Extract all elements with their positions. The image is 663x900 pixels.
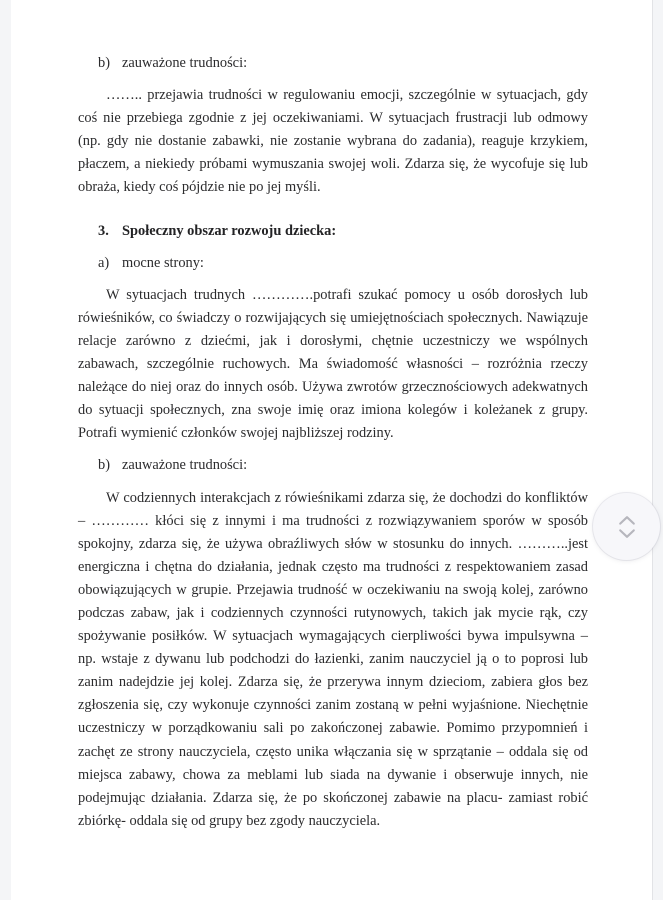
paragraph-social-difficulties: W codziennych interakcjach z rówieśnikami zdarza się, że dochodzi do konfliktów – ………… kłóci się z innymi i ma trudności z rozwiązywaniem sporów w sposób spokojny, zdarza się, że używa obraźliwych słów w stosunku do innych. ………..jest energiczna i chętna do działania, jednak często ma trudności z respektowaniem zasad obowiązujących w grupie. Przejawia trudność w oczekiwaniu na swoją kolej, zarówno podczas zabaw, jak i codziennych czynności rutynowych, takich jak mycie rąk, czy spożywanie posiłków. W sytuacjach wymagających cierpliwości bywa impulsywna – np. wstaje z dywanu lub podchodzi do łazienki, zanim nauczyciel ją o to poprosi lub zanim nadejdzie jej kolej. Zdarza się, że przerywa innym dzieciom, zabiera głos bez zgłoszenia się, czy wykonuje czynności zanim zostaną w pełni wyjaśnione. Niechętnie uczestniczy w porządkowaniu sali po zakończonej zabawie. Pomimo przypomnień i zachęt ze strony nauczyciela, często unika włączania się w sprzątanie – oddala się od miejsca zabawy, chowa za meblami lub siada na dywanie i obserwuje innych, nie podejmując działania. Zdarza się, że po skończonej zabawie na placu- zamiast robić zbiórkę- oddala się od grupy bez zgody nauczyciela.: [78, 489, 588, 829]
list-item-label: zauważone trudności:: [122, 457, 248, 474]
list-item-b-difficulties-1: [78, 52, 588, 75]
spacer: [78, 75, 588, 84]
list-item-b-difficulties-2: [78, 454, 588, 477]
scroll-up-down-control[interactable]: [593, 493, 660, 560]
list-marker: b): [98, 457, 110, 474]
paragraph-emotional-difficulties: …….. przejawia trudności w regulowaniu emocji, szczególnie w sytuacjach, gdy coś nie przebiega zgodnie z jej oczekiwaniami. W sytuacjach frustracji lub odmowy (np. gdy nie dostanie zabawki, nie zostanie wybrana do zadania), reaguje krzykiem, płaczem, a niekiedy próbami wymuszania swojej woli. Zdarza się, że wycofuje się lub obraża, kiedy coś pójdzie nie po jej myśli.: [78, 87, 588, 196]
paragraph-social-strengths: W sytuacjach trudnych ………….potrafi szukać pomocy u osób dorosłych lub rówieśników, co świadczy o rozwijających się umiejętnościach społecznych. Nawiązuje relacje zarówno z dziećmi, jak i dorosłymi, chętnie uczestniczy we wspólnych zabawach, szczególnie ruchowych. Ma świadomość własności – rozróżnia rzeczy należące do niej oraz do innych osób. Używa zwrotów grzecznościowych adekwatnych do sytuacji społecznych, zna swoje imię oraz imiona kolegów i koleżanek z grupy. Potrafi wymienić członków swojej najbliższej rodziny.: [78, 286, 588, 442]
section-title: Społeczny obszar rozwoju dziecka:: [122, 222, 337, 239]
chevron-up-icon[interactable]: [618, 515, 636, 526]
section-number: 3.: [98, 222, 109, 239]
document-text-column: [78, 52, 588, 833]
chevron-down-icon[interactable]: [618, 528, 636, 539]
document-page: [11, 0, 653, 900]
list-item-label: zauważone trudności:: [122, 55, 248, 71]
spacer: [78, 478, 588, 487]
chevron-stack: [618, 515, 636, 539]
list-item-a-strengths: [78, 252, 588, 275]
section-heading-social-development: [78, 220, 588, 243]
list-item-label: mocne strony:: [122, 254, 204, 271]
list-marker: a): [98, 254, 110, 271]
spacer: [78, 275, 588, 284]
spacer: [78, 200, 588, 220]
list-marker: b): [98, 55, 110, 71]
spacer: [78, 445, 588, 454]
spacer: [78, 243, 588, 252]
